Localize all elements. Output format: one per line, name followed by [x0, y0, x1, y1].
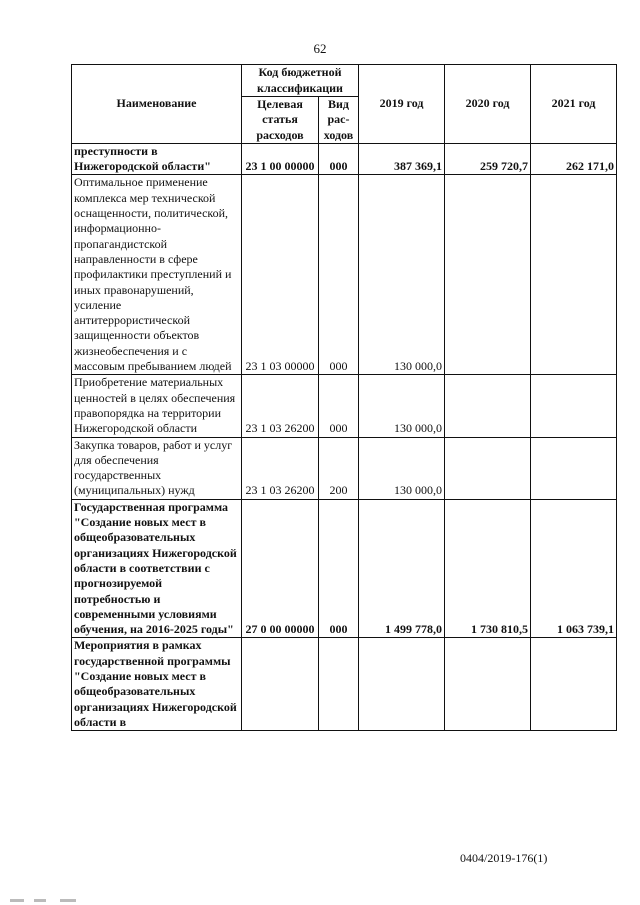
row-value-2020	[445, 437, 531, 499]
table-row	[72, 175, 617, 375]
header-expense-type: Вид рас-ходов	[319, 97, 359, 144]
row-value-2019	[359, 638, 445, 731]
row-value-2020: 259 720,7	[445, 143, 531, 175]
table-row	[72, 638, 617, 731]
table-body	[72, 143, 617, 730]
table-row	[72, 437, 617, 499]
row-name: Приобретение материальных ценностей в целях обеспечения правопорядка на территории Нижегородской области	[72, 375, 242, 437]
header-name: Наименование	[72, 65, 242, 144]
budget-table	[71, 64, 617, 731]
header-year-2019: 2019 год	[359, 65, 445, 144]
row-code	[242, 638, 319, 731]
row-expense-type: 000	[319, 143, 359, 175]
row-value-2020: 1 730 810,5	[445, 499, 531, 638]
scan-mark	[60, 899, 76, 902]
row-value-2021: 1 063 739,1	[531, 499, 617, 638]
row-value-2021	[531, 375, 617, 437]
row-expense-type: 000	[319, 499, 359, 638]
row-name: Государственная программа "Создание новых мест в общеобразовательных организациях Нижегородской области в соответствии с прогнозируемой потребностью и современными условиями обучения, на 2016-2025 годы"	[72, 499, 242, 638]
row-value-2021	[531, 175, 617, 375]
row-code: 27 0 00 00000	[242, 499, 319, 638]
document-code: 0404/2019-176(1)	[460, 851, 548, 865]
row-expense-type: 000	[319, 175, 359, 375]
table-row	[72, 143, 617, 175]
row-value-2020	[445, 638, 531, 731]
row-name: преступности в Нижегородской области"	[72, 143, 242, 175]
row-value-2020	[445, 375, 531, 437]
row-value-2019: 130 000,0	[359, 175, 445, 375]
scan-mark	[34, 899, 46, 902]
row-expense-type: 200	[319, 437, 359, 499]
row-value-2019: 130 000,0	[359, 437, 445, 499]
row-value-2020	[445, 175, 531, 375]
row-name: Оптимальное применение комплекса мер технической оснащенности, политической, информационно-пропагандистской направленности в сфере профилактики преступлений и иных правонарушений, усиление антитеррористической защищенности объектов жизнеобеспечения и с массовым пребыванием людей	[72, 175, 242, 375]
row-value-2021	[531, 437, 617, 499]
row-code: 23 1 03 00000	[242, 175, 319, 375]
row-code: 23 1 03 26200	[242, 375, 319, 437]
row-value-2021: 262 171,0	[531, 143, 617, 175]
scan-edge-marks	[0, 899, 160, 903]
header-year-2020: 2020 год	[445, 65, 531, 144]
row-value-2019: 1 499 778,0	[359, 499, 445, 638]
row-expense-type	[319, 638, 359, 731]
row-name: Закупка товаров, работ и услуг для обеспечения государственных (муниципальных) нужд	[72, 437, 242, 499]
row-value-2019: 130 000,0	[359, 375, 445, 437]
row-name: Мероприятия в рамках государственной программы "Создание новых мест в общеобразовательных организациях Нижегородской области в	[72, 638, 242, 731]
page-number: 62	[313, 41, 327, 56]
row-value-2019: 387 369,1	[359, 143, 445, 175]
row-expense-type: 000	[319, 375, 359, 437]
header-year-2021: 2021 год	[531, 65, 617, 144]
row-code: 23 1 03 26200	[242, 437, 319, 499]
header-target-article: Целевая статья расходов	[242, 97, 319, 144]
table-row	[72, 499, 617, 638]
scan-mark	[10, 899, 24, 902]
table-row	[72, 375, 617, 437]
row-value-2021	[531, 638, 617, 731]
header-code-group: Код бюджетной классификации	[242, 65, 359, 97]
row-code: 23 1 00 00000	[242, 143, 319, 175]
